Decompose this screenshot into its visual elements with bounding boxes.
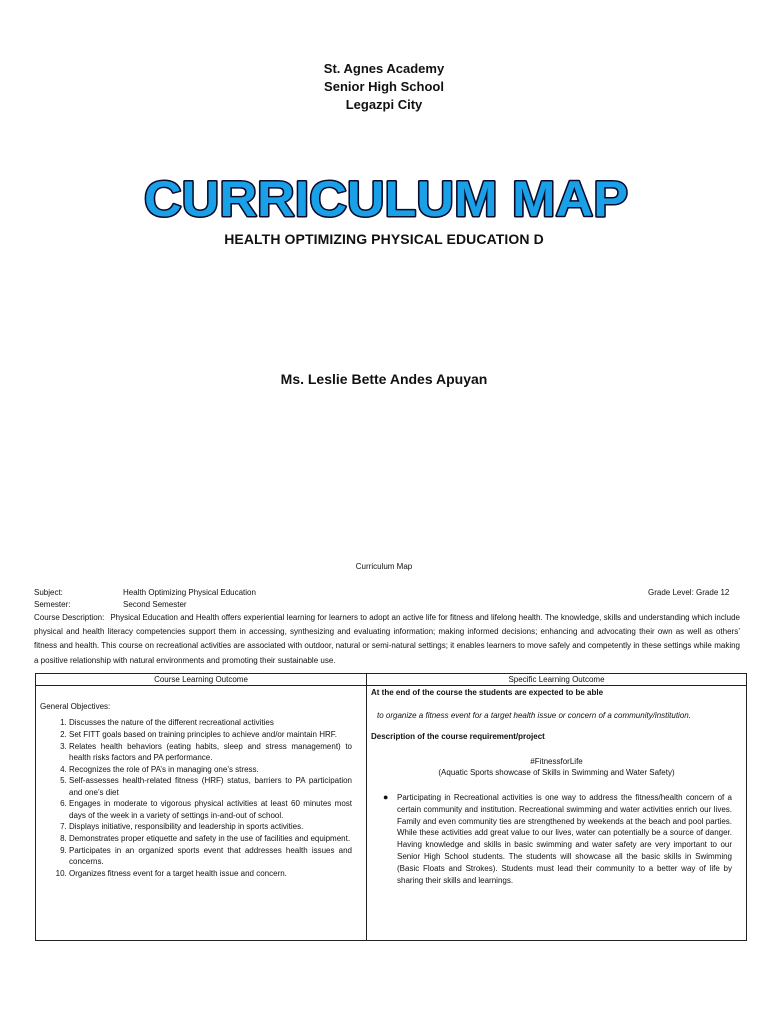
course-subtitle: HEALTH OPTIMIZING PHYSICAL EDUCATION D — [224, 231, 544, 247]
subject-label: Subject: — [34, 588, 63, 597]
school-level: Senior High School — [324, 79, 444, 94]
specific-intro: At the end of the course the students are expected to be able — [371, 688, 604, 697]
school-name: St. Agnes Academy — [323, 61, 445, 76]
semester-label: Semester: — [34, 600, 71, 609]
objective-item: 10. Organizes fitness event for a target health issue and concern. — [69, 868, 366, 879]
title-art-text: CURRICULUM MAP — [144, 171, 628, 227]
learning-outcome-table — [35, 673, 747, 941]
project-description-label: Description of the course requirement/project — [371, 732, 545, 741]
objectives-list — [36, 717, 366, 879]
section-title: Curriculum Map — [355, 562, 413, 571]
teacher-name: Ms. Leslie Bette Andes Apuyan — [280, 371, 488, 387]
general-objectives-label: General Objectives: — [40, 702, 111, 711]
project-hashtag: #FitnessforLife — [530, 757, 583, 766]
course-description-label: Course Description: — [34, 613, 105, 622]
course-description — [34, 611, 740, 668]
objective-item: 2. Set FITT goals based on training principles to achieve and/or maintain HRF. — [69, 729, 366, 740]
specific-goal: to organize a fitness event for a target health issue or concern of a community/institution. — [377, 711, 691, 720]
objective-item: 4. Recognizes the role of PA’s in managing one’s stress. — [69, 764, 366, 775]
project-bullet-list — [367, 792, 746, 886]
school-header — [0, 60, 768, 114]
objective-item: 3. Relates health behaviors (eating habits, sleep and stress management) to health risks factors and PA performance. — [69, 741, 366, 763]
list-item — [383, 792, 746, 886]
objective-item: 8. Demonstrates proper etiquette and safety in the use of facilities and equipment. — [69, 833, 366, 844]
col-header-course-outcome: Course Learning Outcome — [36, 674, 367, 686]
project-bullet-text: Participating in Recreational activities is one way to address the fitness/health concern of a certain community and institution. Recreational swimming and water activities enrich our lives. Family and even community ties are strengthened by weekends at the beach and pool parties. While these activities add great value to our lives, water can potentially be a source of danger. Having knowledge and skills in basic swimming and water safety are very important to our Senior High School students. The students will showcase all the basic skills in Swimming (Basic Floats and Strokes). Students must lead their community to a better way of life by sharing their skills and learnings. — [397, 793, 732, 885]
specific-outcome-cell — [367, 686, 747, 941]
objective-item: 6. Engages in moderate to vigorous physical activities at least 60 minutes most days of the week in a variety of settings in-and-out of school. — [69, 798, 366, 820]
objective-item: 7. Displays initiative, responsibility and leadership in sports activities. — [69, 821, 366, 832]
col-header-specific-outcome: Specific Learning Outcome — [367, 674, 747, 686]
course-description-text: Physical Education and Health offers experiential learning for learners to adopt an active life for fitness and lifelong health. The knowledge, skills and understanding which include physical and health literacy competencies support them in accessing, synthesizing and evaluating information; making informed decisions; enhancing and advocating their own as well as others’ fitness and health. This course on recreational activities are associated with outdoor, natural or semi-natural settings; it enables learners to move safely and competently in these settings while making a positive relationship with natural environments and promoting their sustainable use. — [34, 613, 741, 665]
grade-level: Grade Level: Grade 12 — [648, 588, 730, 597]
semester-value: Second Semester — [123, 600, 187, 609]
course-outcome-cell — [36, 686, 367, 941]
objective-item: 9. Participates in an organized sports event that addresses health issues and concerns. — [69, 845, 366, 867]
subject-value: Health Optimizing Physical Education — [123, 588, 256, 597]
objective-item: 1. Discusses the nature of the different recreational activities — [69, 717, 366, 728]
objective-item: 5. Self-assesses health-related fitness (HRF) status, barriers to PA participation and one’s diet — [69, 775, 366, 797]
project-subtitle: (Aquatic Sports showcase of Skills in Swimming and Water Safety) — [438, 768, 675, 777]
curriculum-map-title-art — [0, 168, 768, 228]
bullet-dot-icon: ● — [383, 792, 389, 802]
school-city: Legazpi City — [345, 97, 423, 112]
